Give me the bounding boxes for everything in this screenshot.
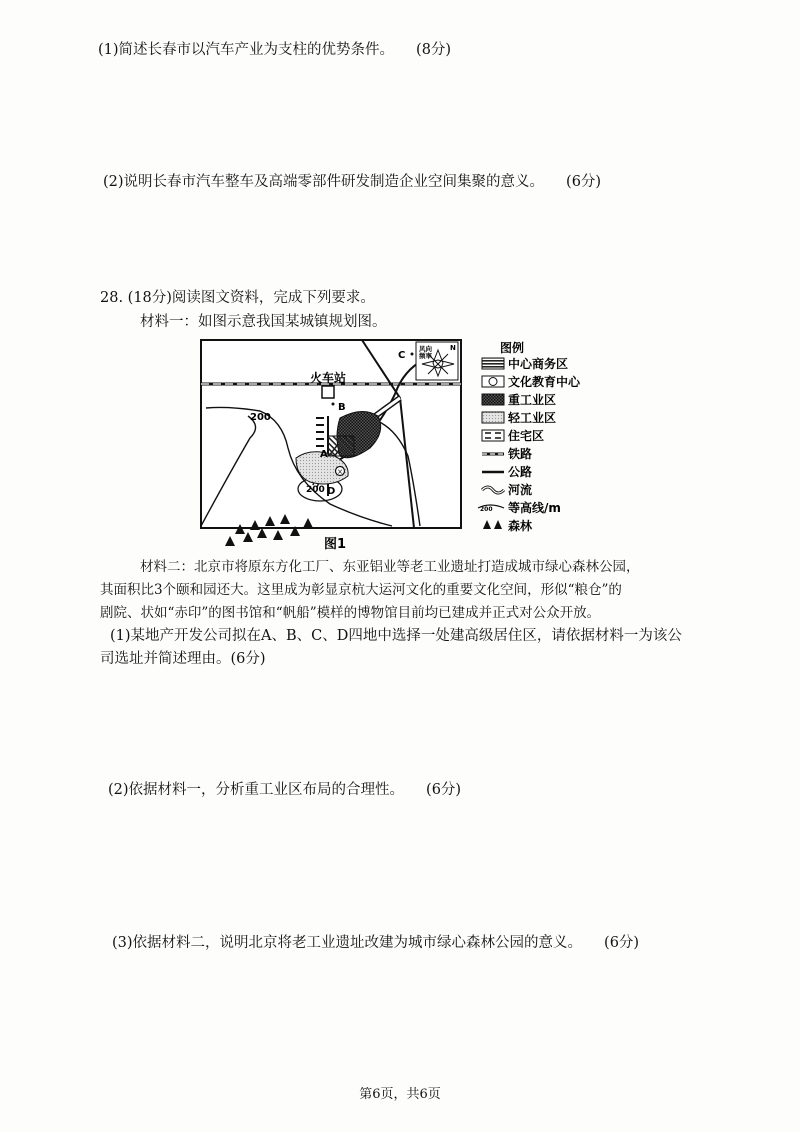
- legend-forest: 森林: [508, 519, 533, 533]
- legend-swatch-residential: [482, 430, 504, 441]
- svg-text:200: 200: [480, 506, 493, 513]
- legend-residential: 住宅区: [508, 429, 545, 443]
- question-28-1-line-1: (1)某地产开发公司拟在A、B、C、D四地中选择一处建高级居住区，请依据材料一为该公: [110, 628, 682, 644]
- question-text: (2)说明长春市汽车整车及高端零部件研发制造企业空间集聚的意义。: [103, 174, 545, 190]
- town-planning-map-figure: [200, 336, 606, 551]
- question-28-3: [112, 933, 639, 953]
- legend-road: 公路: [508, 465, 533, 479]
- figure-caption: 图1: [323, 537, 347, 551]
- legend-swatch-forest: [483, 520, 502, 529]
- point-a: A: [320, 449, 328, 460]
- contour-label-200-hill: 200: [306, 485, 325, 495]
- legend-swatch-heavy: [482, 394, 504, 405]
- legend-title: 图例: [500, 341, 525, 355]
- legend-swatch-cbd: [482, 358, 504, 369]
- legend-river: 河流: [508, 483, 533, 497]
- question-points: (6分): [604, 935, 640, 951]
- question-text: (2)依据材料一，分析重工业区布局的合理性。: [108, 782, 405, 798]
- legend-cbd: 中心商务区: [508, 357, 569, 371]
- legend-heavy: 重工业区: [508, 393, 557, 407]
- question-28-2: [108, 780, 461, 800]
- cbd-zone: [328, 436, 354, 456]
- railway-station-label: 火车站: [309, 371, 347, 385]
- legend-culture: 文化教育中心: [508, 375, 581, 389]
- legend-light: 轻工业区: [508, 411, 557, 425]
- page-footer: 第6页，共6页: [359, 1087, 441, 1102]
- legend-contour: 等高线/m: [508, 501, 561, 515]
- question-points: (8分): [416, 42, 452, 58]
- legend-railway: 铁路: [508, 447, 533, 461]
- svg-text:×: ×: [337, 468, 343, 476]
- material-1-text: 材料一：如图示意我国某城镇规划图。: [140, 314, 387, 330]
- railway-station-marker: [322, 386, 334, 398]
- question-points: (6分): [426, 782, 462, 798]
- wind-rose-label: 风向频率: [419, 345, 432, 361]
- question-text: (1)简述长春市以汽车产业为支柱的优势条件。: [98, 42, 395, 58]
- point-c: C: [398, 350, 406, 361]
- question-text: (3)依据材料二，说明北京将老工业遗址改建为城市绿心森林公园的意义。: [112, 935, 583, 951]
- town-planning-map: [200, 336, 606, 551]
- question-27-1: [98, 40, 451, 60]
- material-2-line-2: 其面积比3个颐和园还大。这里成为彰显京杭大运河文化的重要文化空间，形似“粮仓”的: [100, 582, 622, 598]
- point-b: B: [338, 402, 346, 413]
- question-28-title: 28. (18分)阅读图文资料，完成下列要求。: [100, 290, 375, 306]
- question-points: (6分): [566, 174, 602, 190]
- contour-label-200-west: 200: [250, 412, 271, 423]
- material-2-line-3: 剧院、状如“赤印”的图书馆和“帆船”模样的博物馆目前均已建成并正式对公众开放。: [100, 605, 601, 621]
- question-28-1-line-2: 司选址并简述理由。(6分): [100, 651, 266, 667]
- legend-swatch-light: [482, 412, 504, 423]
- question-27-2: [103, 172, 601, 192]
- material-2-line-1: 材料二：北京市将原东方化工厂、东亚铝业等老工业遗址打造成城市绿心森林公园，: [140, 559, 640, 575]
- north-label: N: [450, 344, 456, 352]
- point-d: D: [327, 486, 336, 497]
